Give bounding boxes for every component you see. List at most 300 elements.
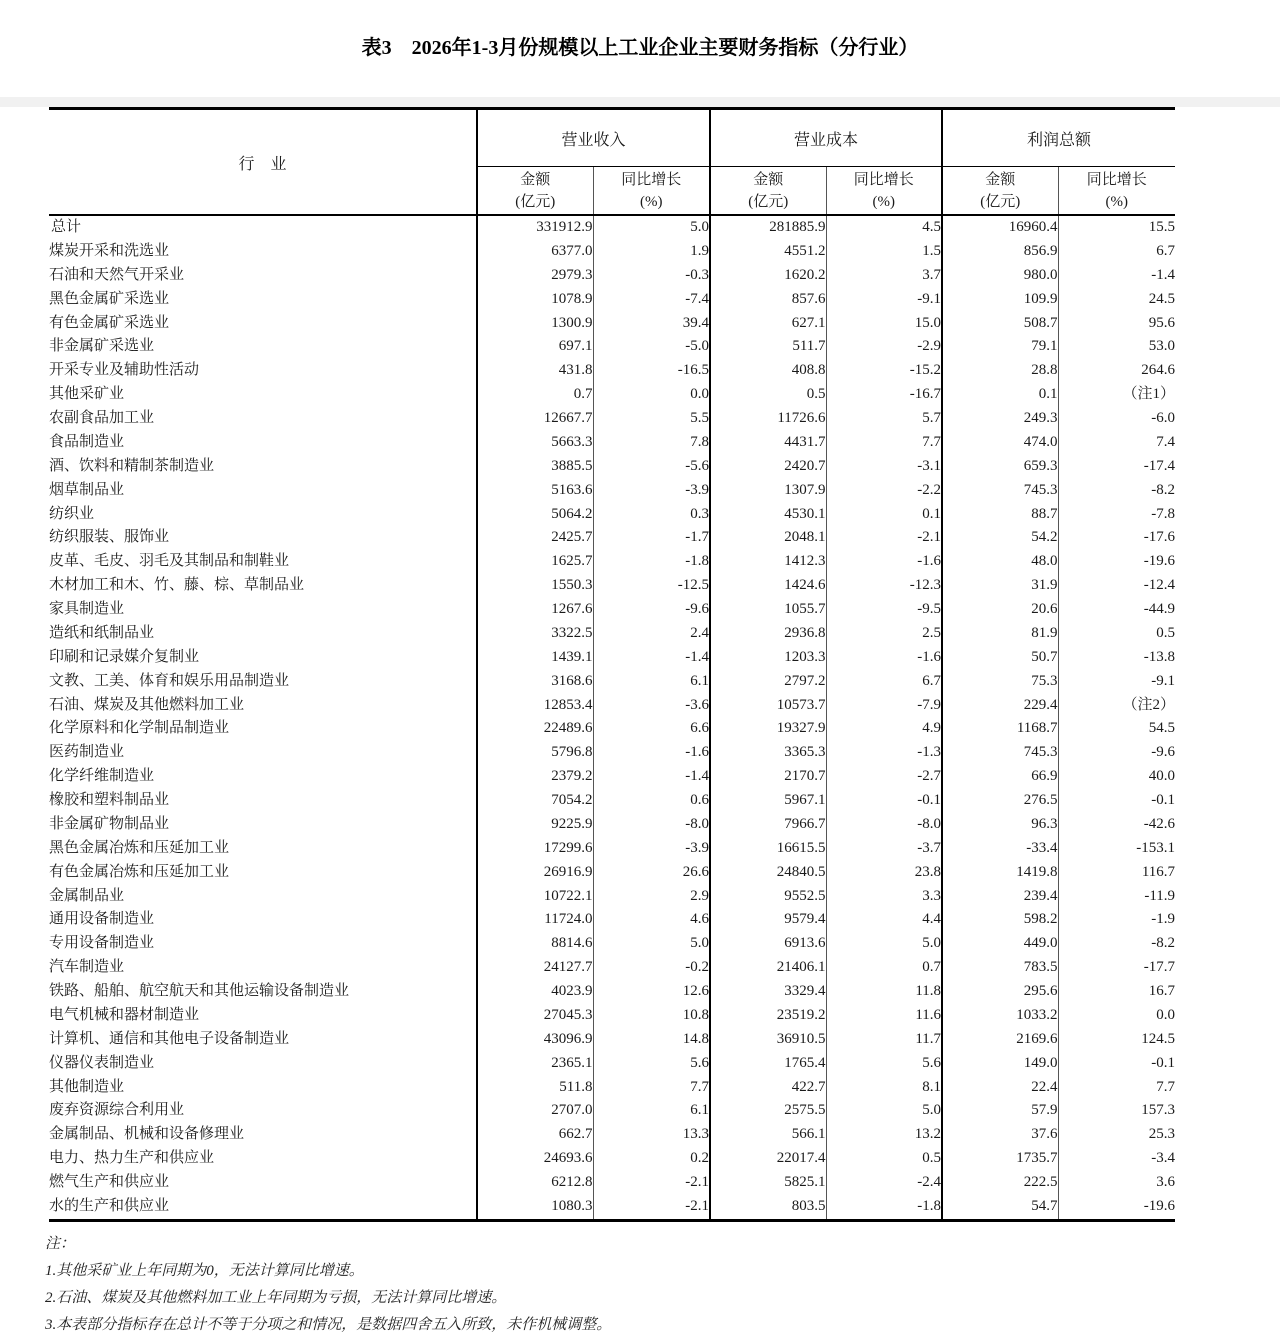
table-row [49, 980, 1175, 1004]
value-cell: -2.1 [593, 1171, 710, 1195]
value-cell: -12.4 [1058, 574, 1175, 598]
value-cell: 1300.9 [477, 312, 593, 336]
value-cell: 53.0 [1058, 335, 1175, 359]
value-cell: 0.6 [593, 789, 710, 813]
value-cell: 4551.2 [710, 240, 826, 264]
value-cell: 12.6 [593, 980, 710, 1004]
industry-cell: 专用设备制造业 [49, 935, 155, 952]
value-cell: -8.0 [826, 813, 942, 837]
table-row [49, 335, 1175, 359]
value-cell: 511.8 [477, 1076, 593, 1100]
value-cell: -0.1 [826, 789, 942, 813]
industry-cell: 石油、煤炭及其他燃料加工业 [49, 696, 245, 713]
footnote-item: 1.其他采矿业上年同期为0，无法计算同比增速。 [45, 1262, 364, 1279]
value-cell: -7.4 [593, 288, 710, 312]
value-cell: 5663.3 [477, 431, 593, 455]
industry-cell: 金属制品业 [49, 887, 125, 904]
industry-cell: 非金属矿物制品业 [49, 815, 170, 832]
footnotes [45, 1231, 1280, 1339]
value-cell: 229.4 [942, 694, 1058, 718]
value-cell: 36910.5 [710, 1028, 826, 1052]
value-cell: 3322.5 [477, 622, 593, 646]
value-cell: -9.6 [593, 598, 710, 622]
table-row [49, 574, 1175, 598]
value-cell: 50.7 [942, 646, 1058, 670]
value-cell: 25.3 [1058, 1123, 1175, 1147]
value-cell: -13.8 [1058, 646, 1175, 670]
value-cell: 11.7 [826, 1028, 942, 1052]
industry-cell: 其他制造业 [49, 1078, 125, 1095]
table-row [49, 1099, 1175, 1123]
value-cell: 0.2 [593, 1147, 710, 1171]
value-cell: 22017.4 [710, 1147, 826, 1171]
value-cell: 7.4 [1058, 431, 1175, 455]
table-row [49, 741, 1175, 765]
table-row [49, 717, 1175, 741]
value-cell: 2170.7 [710, 765, 826, 789]
industry-cell: 印刷和记录媒介复制业 [49, 648, 200, 665]
table-row [49, 694, 1175, 718]
value-cell: 803.5 [710, 1195, 826, 1220]
industry-cell: 燃气生产和供应业 [49, 1174, 170, 1190]
value-cell: -16.7 [826, 383, 942, 407]
financial-indicators-table [49, 107, 1175, 1222]
industry-cell: 文教、工美、体育和娱乐用品制造业 [49, 672, 290, 689]
value-cell: -3.1 [826, 455, 942, 479]
industry-cell: 黑色金属矿采选业 [49, 290, 170, 307]
value-cell: 8814.6 [477, 932, 593, 956]
value-cell: -3.4 [1058, 1147, 1175, 1171]
value-cell: 566.1 [710, 1123, 826, 1147]
value-cell: 856.9 [942, 240, 1058, 264]
industry-cell: 开采专业及辅助性活动 [49, 362, 200, 379]
table-row [49, 1147, 1175, 1171]
value-cell: -7.8 [1058, 503, 1175, 527]
value-cell: -0.1 [1058, 1052, 1175, 1076]
table-row [49, 431, 1175, 455]
industry-cell: 酒、饮料和精制茶制造业 [49, 457, 215, 474]
table-row [49, 646, 1175, 670]
table-row [49, 1123, 1175, 1147]
value-cell: 2169.6 [942, 1028, 1058, 1052]
value-cell: -2.2 [826, 479, 942, 503]
value-cell: -19.6 [1058, 550, 1175, 574]
table-row [49, 455, 1175, 479]
value-cell: 19327.9 [710, 717, 826, 741]
industry-cell: 纺织服装、服饰业 [49, 529, 170, 546]
value-cell: 697.1 [477, 335, 593, 359]
value-cell: -8.2 [1058, 479, 1175, 503]
value-cell: 11726.6 [710, 407, 826, 431]
value-cell: 12853.4 [477, 694, 593, 718]
value-cell: 21406.1 [710, 956, 826, 980]
column-group-revenue: 营业收入 [477, 109, 710, 167]
value-cell: 2379.2 [477, 765, 593, 789]
value-cell: 2.9 [593, 885, 710, 909]
page-title: 表3 2026年1-3月份规模以上工业企业主要财务指标（分行业） [361, 37, 919, 59]
value-cell: 5163.6 [477, 479, 593, 503]
value-cell: -19.6 [1058, 1195, 1175, 1220]
industry-cell: 非金属矿采选业 [49, 338, 155, 355]
value-cell: 1550.3 [477, 574, 593, 598]
value-cell: 1033.2 [942, 1004, 1058, 1028]
value-cell: 1620.2 [710, 264, 826, 288]
value-cell: 5.6 [826, 1052, 942, 1076]
value-cell: 4.5 [826, 215, 942, 240]
industry-cell: 纺织业 [49, 505, 95, 522]
value-cell: 23519.2 [710, 1004, 826, 1028]
value-cell: 31.9 [942, 574, 1058, 598]
column-header-revenue-growth: 同比增长 (%) [593, 167, 710, 216]
value-cell: 1078.9 [477, 288, 593, 312]
value-cell: 6377.0 [477, 240, 593, 264]
value-cell: 109.9 [942, 288, 1058, 312]
value-cell: 1735.7 [942, 1147, 1058, 1171]
table-row [49, 1171, 1175, 1195]
value-cell: -2.4 [826, 1171, 942, 1195]
value-cell: 7.8 [593, 431, 710, 455]
value-cell: 2575.5 [710, 1099, 826, 1123]
value-cell: -9.1 [826, 288, 942, 312]
value-cell: （注2） [1058, 694, 1175, 718]
value-cell: -2.7 [826, 765, 942, 789]
value-cell: 10722.1 [477, 885, 593, 909]
value-cell: 75.3 [942, 670, 1058, 694]
table-row [49, 479, 1175, 503]
value-cell: 857.6 [710, 288, 826, 312]
table-row [49, 813, 1175, 837]
industry-cell: 总计 [51, 219, 82, 235]
value-cell: 0.0 [1058, 1004, 1175, 1028]
column-header-profit-amount: 金额 (亿元) [942, 167, 1058, 216]
value-cell: 4530.1 [710, 503, 826, 527]
value-cell: 11724.0 [477, 908, 593, 932]
value-cell: 2979.3 [477, 264, 593, 288]
value-cell: 6.7 [826, 670, 942, 694]
value-cell: 745.3 [942, 479, 1058, 503]
value-cell: 66.9 [942, 765, 1058, 789]
value-cell: 2797.2 [710, 670, 826, 694]
value-cell: 26916.9 [477, 861, 593, 885]
value-cell: -12.5 [593, 574, 710, 598]
value-cell: 659.3 [942, 455, 1058, 479]
value-cell: 222.5 [942, 1171, 1058, 1195]
value-cell: 9579.4 [710, 908, 826, 932]
value-cell: 598.2 [942, 908, 1058, 932]
industry-cell: 金属制品、机械和设备修理业 [49, 1126, 245, 1143]
value-cell: 6.6 [593, 717, 710, 741]
value-cell: -16.5 [593, 359, 710, 383]
value-cell: 0.3 [593, 503, 710, 527]
value-cell: 14.8 [593, 1028, 710, 1052]
value-cell: 11.6 [826, 1004, 942, 1028]
industry-cell: 家具制造业 [49, 601, 125, 617]
table-row [49, 885, 1175, 909]
value-cell: 249.3 [942, 407, 1058, 431]
value-cell: -1.8 [826, 1195, 942, 1220]
value-cell: 5.5 [593, 407, 710, 431]
value-cell: -2.9 [826, 335, 942, 359]
value-cell: 1424.6 [710, 574, 826, 598]
table-row [49, 526, 1175, 550]
value-cell: 1.9 [593, 240, 710, 264]
value-cell: -6.0 [1058, 407, 1175, 431]
table-row [49, 932, 1175, 956]
value-cell: 9225.9 [477, 813, 593, 837]
value-cell: 13.3 [593, 1123, 710, 1147]
value-cell: 7.7 [593, 1076, 710, 1100]
value-cell: 4.6 [593, 908, 710, 932]
value-cell: 6.1 [593, 670, 710, 694]
value-cell: -3.7 [826, 837, 942, 861]
value-cell: 5.0 [593, 932, 710, 956]
value-cell: 95.6 [1058, 312, 1175, 336]
table-header [49, 109, 1175, 216]
value-cell: 20.6 [942, 598, 1058, 622]
value-cell: 4023.9 [477, 980, 593, 1004]
industry-cell: 其他采矿业 [49, 386, 125, 403]
value-cell: 5.6 [593, 1052, 710, 1076]
value-cell: 12667.7 [477, 407, 593, 431]
value-cell: 24127.7 [477, 956, 593, 980]
table-body [49, 215, 1175, 1220]
industry-cell: 橡胶和塑料制品业 [49, 792, 170, 808]
value-cell: 783.5 [942, 956, 1058, 980]
value-cell: 0.1 [942, 383, 1058, 407]
value-cell: 7.7 [1058, 1076, 1175, 1100]
table-row [49, 359, 1175, 383]
value-cell: 422.7 [710, 1076, 826, 1100]
value-cell: -5.6 [593, 455, 710, 479]
value-cell: 1.5 [826, 240, 942, 264]
industry-cell: 化学纤维制造业 [49, 768, 155, 785]
value-cell: 2.4 [593, 622, 710, 646]
value-cell: 6.7 [1058, 240, 1175, 264]
value-cell: 81.9 [942, 622, 1058, 646]
value-cell: 23.8 [826, 861, 942, 885]
value-cell: 24840.5 [710, 861, 826, 885]
value-cell: 40.0 [1058, 765, 1175, 789]
industry-cell: 医药制造业 [49, 744, 125, 761]
value-cell: -5.0 [593, 335, 710, 359]
value-cell: 2.5 [826, 622, 942, 646]
value-cell: 1765.4 [710, 1052, 826, 1076]
value-cell: 1419.8 [942, 861, 1058, 885]
value-cell: 3365.3 [710, 741, 826, 765]
industry-cell: 化学原料和化学制品制造业 [49, 720, 230, 737]
value-cell: 39.4 [593, 312, 710, 336]
table-row [49, 240, 1175, 264]
value-cell: -8.2 [1058, 932, 1175, 956]
value-cell: 2365.1 [477, 1052, 593, 1076]
value-cell: 6212.8 [477, 1171, 593, 1195]
value-cell: 10573.7 [710, 694, 826, 718]
value-cell: 4431.7 [710, 431, 826, 455]
value-cell: 474.0 [942, 431, 1058, 455]
industry-cell: 电力、热力生产和供应业 [49, 1150, 215, 1167]
value-cell: -9.5 [826, 598, 942, 622]
value-cell: 662.7 [477, 1123, 593, 1147]
industry-cell: 通用设备制造业 [49, 911, 155, 928]
value-cell: -1.8 [593, 550, 710, 574]
value-cell: 7.7 [826, 431, 942, 455]
value-cell: 508.7 [942, 312, 1058, 336]
value-cell: 15.0 [826, 312, 942, 336]
value-cell: 88.7 [942, 503, 1058, 527]
footnote-label: 注： [45, 1235, 76, 1252]
value-cell: -42.6 [1058, 813, 1175, 837]
value-cell: 4.9 [826, 717, 942, 741]
value-cell: -1.6 [593, 741, 710, 765]
value-cell: 0.1 [826, 503, 942, 527]
table-row [49, 312, 1175, 336]
column-header-industry: 行 业 [49, 109, 477, 216]
column-group-profit: 利润总额 [942, 109, 1175, 167]
value-cell: 264.6 [1058, 359, 1175, 383]
table-row [49, 789, 1175, 813]
value-cell: 124.5 [1058, 1028, 1175, 1052]
industry-cell: 仪器仪表制造业 [49, 1054, 155, 1071]
value-cell: 24693.6 [477, 1147, 593, 1171]
table-row [49, 1004, 1175, 1028]
value-cell: -3.6 [593, 694, 710, 718]
value-cell: 10.8 [593, 1004, 710, 1028]
value-cell: -44.9 [1058, 598, 1175, 622]
value-cell: 1055.7 [710, 598, 826, 622]
table-row [49, 1076, 1175, 1100]
table-row [49, 215, 1175, 240]
value-cell: 1439.1 [477, 646, 593, 670]
value-cell: 3.6 [1058, 1171, 1175, 1195]
value-cell: 0.5 [710, 383, 826, 407]
value-cell: 15.5 [1058, 215, 1175, 240]
value-cell: -3.9 [593, 479, 710, 503]
value-cell: -0.1 [1058, 789, 1175, 813]
value-cell: -0.3 [593, 264, 710, 288]
industry-cell: 黑色金属冶炼和压延加工业 [49, 839, 230, 856]
value-cell: 16.7 [1058, 980, 1175, 1004]
value-cell: 17299.6 [477, 837, 593, 861]
value-cell: 0.7 [826, 956, 942, 980]
table-row [49, 837, 1175, 861]
value-cell: -1.3 [826, 741, 942, 765]
value-cell: -1.6 [826, 646, 942, 670]
value-cell: -9.1 [1058, 670, 1175, 694]
value-cell: 27045.3 [477, 1004, 593, 1028]
value-cell: 0.7 [477, 383, 593, 407]
value-cell: 57.9 [942, 1099, 1058, 1123]
table-row [49, 622, 1175, 646]
column-group-cost: 营业成本 [710, 109, 942, 167]
table-row [49, 1052, 1175, 1076]
header-group-row [49, 109, 1175, 167]
industry-cell: 电气机械和器材制造业 [49, 1006, 200, 1023]
industry-cell: 烟草制品业 [49, 481, 125, 498]
value-cell: -12.3 [826, 574, 942, 598]
value-cell: 980.0 [942, 264, 1058, 288]
value-cell: 3168.6 [477, 670, 593, 694]
value-cell: 26.6 [593, 861, 710, 885]
value-cell: 22.4 [942, 1076, 1058, 1100]
value-cell: 276.5 [942, 789, 1058, 813]
value-cell: （注1） [1058, 383, 1175, 407]
value-cell: 7966.7 [710, 813, 826, 837]
column-header-cost-amount: 金额 (亿元) [710, 167, 826, 216]
value-cell: 745.3 [942, 741, 1058, 765]
industry-cell: 石油和天然气开采业 [49, 266, 185, 283]
industry-cell: 农副食品加工业 [49, 410, 155, 426]
value-cell: 5.0 [826, 932, 942, 956]
value-cell: 157.3 [1058, 1099, 1175, 1123]
value-cell: 7054.2 [477, 789, 593, 813]
table-row [49, 765, 1175, 789]
value-cell: 149.0 [942, 1052, 1058, 1076]
value-cell: -1.4 [593, 646, 710, 670]
value-cell: -3.9 [593, 837, 710, 861]
industry-cell: 计算机、通信和其他电子设备制造业 [49, 1030, 290, 1047]
value-cell: 627.1 [710, 312, 826, 336]
value-cell: 1307.9 [710, 479, 826, 503]
value-cell: 2707.0 [477, 1099, 593, 1123]
value-cell: 6913.6 [710, 932, 826, 956]
value-cell: 1625.7 [477, 550, 593, 574]
table-row [49, 383, 1175, 407]
value-cell: 5.0 [593, 215, 710, 240]
industry-cell: 造纸和纸制品业 [49, 624, 155, 641]
value-cell: -17.7 [1058, 956, 1175, 980]
table-row [49, 550, 1175, 574]
value-cell: -1.4 [593, 765, 710, 789]
column-header-cost-growth: 同比增长 (%) [826, 167, 942, 216]
value-cell: 431.8 [477, 359, 593, 383]
value-cell: 449.0 [942, 932, 1058, 956]
table-row [49, 1195, 1175, 1220]
table-row [49, 1028, 1175, 1052]
value-cell: 54.5 [1058, 717, 1175, 741]
table-row [49, 670, 1175, 694]
value-cell: -153.1 [1058, 837, 1175, 861]
value-cell: 48.0 [942, 550, 1058, 574]
value-cell: 3329.4 [710, 980, 826, 1004]
industry-cell: 皮革、毛皮、羽毛及其制品和制鞋业 [49, 553, 290, 570]
industry-cell: 水的生产和供应业 [49, 1197, 170, 1214]
footnote-item: 3.本表部分指标存在总计不等于分项之和情况，是数据四舍五入所致，未作机械调整。 [45, 1316, 612, 1333]
table-row [49, 861, 1175, 885]
value-cell: -1.9 [1058, 908, 1175, 932]
value-cell: 3.7 [826, 264, 942, 288]
value-cell: 5825.1 [710, 1171, 826, 1195]
value-cell: 96.3 [942, 813, 1058, 837]
value-cell: 4.4 [826, 908, 942, 932]
value-cell: 8.1 [826, 1076, 942, 1100]
industry-cell: 铁路、船舶、航空航天和其他运输设备制造业 [49, 983, 350, 999]
value-cell: 0.5 [1058, 622, 1175, 646]
value-cell: -11.9 [1058, 885, 1175, 909]
value-cell: 16960.4 [942, 215, 1058, 240]
value-cell: 281885.9 [710, 215, 826, 240]
table-row [49, 503, 1175, 527]
value-cell: 1412.3 [710, 550, 826, 574]
industry-cell: 有色金属矿采选业 [49, 314, 170, 331]
value-cell: -8.0 [593, 813, 710, 837]
background-band [0, 97, 1280, 107]
value-cell: -17.4 [1058, 455, 1175, 479]
value-cell: 43096.9 [477, 1028, 593, 1052]
value-cell: 5967.1 [710, 789, 826, 813]
value-cell: 54.2 [942, 526, 1058, 550]
value-cell: 331912.9 [477, 215, 593, 240]
value-cell: -15.2 [826, 359, 942, 383]
